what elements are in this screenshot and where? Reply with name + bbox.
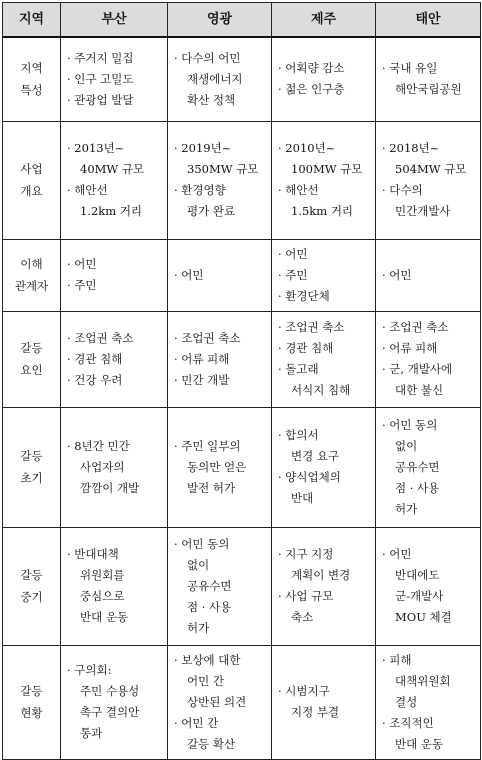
cell-line: 축소 — [291, 610, 314, 624]
cell-line: · 보상에 대한 — [174, 652, 241, 667]
cell-line: · 어민 — [174, 267, 204, 282]
cell-line: · 어획량 감소 — [278, 61, 345, 76]
cell-jeju — [272, 527, 376, 645]
cell-line: · 어류 피해 — [382, 341, 438, 355]
row-header-line: 현황 — [20, 706, 43, 720]
cell-line: · 구의회: — [67, 663, 112, 677]
table-row — [3, 239, 481, 311]
cell-line: · 피해 — [382, 652, 412, 667]
cell-jeju — [272, 645, 376, 759]
cell-yeonggwang — [168, 527, 272, 645]
cell-busan — [61, 37, 168, 121]
row-header — [3, 645, 61, 759]
cell-line: · 시범지구 — [278, 684, 330, 698]
cell-line: 1.2km 거리 — [80, 204, 143, 218]
cell-line: 허가 — [395, 501, 418, 516]
cell-taean — [376, 311, 481, 407]
cell-line: 상반된 의견 — [187, 694, 247, 709]
cell-line: MOU 체결 — [395, 610, 452, 624]
cell-line: · 2018년~ — [382, 141, 440, 155]
row-header-line: 요인 — [20, 363, 43, 377]
cell-line: · 조업권 축소 — [67, 330, 134, 345]
header-yeonggwang: 영광 — [168, 3, 272, 38]
cell-line: 위원회를 — [80, 568, 125, 582]
cell-line: · 환경영향 — [174, 183, 226, 197]
cell-line: 40MW 규모 — [80, 162, 145, 176]
cell-line: · 조업권 축소 — [278, 320, 345, 334]
row-header-line: 개요 — [20, 184, 43, 198]
cell-taean — [376, 527, 481, 645]
header-taean: 태안 — [376, 3, 481, 38]
cell-line: · 어민 동의 — [382, 417, 438, 432]
cell-taean — [376, 121, 481, 239]
row-header — [3, 407, 61, 527]
cell-jeju — [272, 121, 376, 239]
cell-line: · 젊은 인구층 — [278, 82, 345, 97]
cell-line: 통과 — [80, 726, 103, 740]
row-header-line: 갈등 — [20, 449, 43, 463]
cell-line: · 경관 침해 — [278, 341, 334, 355]
row-header-line: 지역 — [20, 61, 43, 76]
cell-taean — [376, 37, 481, 121]
cell-line: · 조직적인 — [382, 715, 434, 730]
cell-taean — [376, 645, 481, 759]
cell-line: · 해안선 — [278, 183, 319, 197]
cell-line: · 합의서 — [278, 428, 319, 442]
cell-line: 350MW 규모 — [187, 162, 259, 176]
cell-busan — [61, 121, 168, 239]
cell-jeju — [272, 407, 376, 527]
cell-line: · 인구 고밀도 — [67, 71, 134, 86]
table-row — [3, 37, 481, 121]
header-region: 지역 — [3, 3, 61, 38]
cell-line: 평가 완료 — [187, 204, 236, 218]
cell-line: · 어민 — [382, 267, 412, 282]
cell-yeonggwang — [168, 239, 272, 311]
cell-line: · 해안선 — [67, 183, 108, 197]
cell-line: 허가 — [187, 620, 210, 635]
cell-yeonggwang — [168, 121, 272, 239]
cell-line: · 어민 동의 — [174, 536, 230, 551]
table-row — [3, 311, 481, 407]
conflict-comparison-table — [2, 2, 481, 760]
row-header-line: 중기 — [20, 590, 43, 604]
cell-line: 점 · 사용 — [395, 480, 440, 495]
row-header-line: 사업 — [20, 162, 43, 176]
cell-line: 없이 — [395, 438, 418, 453]
row-header-line: 갈등 — [20, 341, 43, 355]
table-row — [3, 527, 481, 645]
cell-yeonggwang — [168, 37, 272, 121]
cell-line: 변경 요구 — [291, 449, 340, 463]
header-jeju: 제주 — [272, 3, 376, 38]
table-row — [3, 121, 481, 239]
cell-line: 재생에너지 — [187, 71, 243, 86]
cell-line: · 어민 — [382, 547, 412, 561]
cell-line: · 사업 규모 — [278, 589, 334, 603]
cell-jeju — [272, 37, 376, 121]
cell-line: · 어류 피해 — [174, 351, 230, 366]
cell-line: · 반대대책 — [67, 547, 119, 561]
cell-line: 깜깜이 개발 — [80, 480, 140, 495]
cell-line: 대책위원회 — [395, 673, 451, 688]
cell-line: 반대 운동 — [80, 610, 129, 624]
row-header-line: 특성 — [20, 83, 43, 98]
cell-line: 촉구 결의안 — [80, 705, 140, 719]
cell-busan — [61, 645, 168, 759]
cell-line: 중심으로 — [80, 589, 125, 603]
row-header — [3, 239, 61, 311]
row-header-line: 초기 — [20, 471, 43, 485]
cell-line: · 관광업 발달 — [67, 92, 134, 107]
cell-line: 주민 수용성 — [80, 684, 140, 698]
cell-line: 공유수면 — [395, 459, 440, 474]
cell-jeju — [272, 311, 376, 407]
cell-line: 없이 — [187, 557, 210, 572]
cell-line: 결성 — [395, 694, 418, 709]
cell-line: · 지구 지정 — [278, 547, 334, 561]
header-row — [3, 3, 481, 38]
cell-line: · 국내 유일 — [382, 61, 438, 76]
cell-line: 대한 불신 — [395, 383, 444, 397]
cell-line: 504MW 규모 — [395, 162, 467, 176]
cell-line: · 경관 침해 — [67, 351, 123, 366]
cell-line: · 주민 — [67, 278, 97, 292]
cell-line: · 군, 개발사에 — [382, 362, 453, 376]
table-row — [3, 645, 481, 759]
cell-line: 반대 운동 — [395, 736, 444, 751]
cell-line: · 주민 일부의 — [174, 438, 241, 453]
cell-line: · 2010년~ — [278, 141, 336, 155]
cell-line: 발전 허가 — [187, 480, 236, 495]
cell-line: · 돌고래 — [278, 362, 319, 376]
cell-line: 민간개발사 — [395, 204, 451, 218]
cell-taean — [376, 239, 481, 311]
cell-line: · 주거지 밀집 — [67, 50, 134, 65]
cell-line: 반대 — [291, 491, 314, 505]
cell-line: · 다수의 — [382, 183, 423, 197]
cell-line: · 민간 개발 — [174, 372, 230, 387]
cell-line: · 조업권 축소 — [382, 320, 449, 334]
cell-line: 군-개발사 — [395, 589, 444, 603]
cell-line: · 조업권 축소 — [174, 330, 241, 345]
cell-jeju — [272, 239, 376, 311]
cell-yeonggwang — [168, 407, 272, 527]
row-header-line: 갈등 — [20, 684, 43, 698]
row-header — [3, 37, 61, 121]
cell-line: · 건강 우려 — [67, 372, 123, 387]
header-busan: 부산 — [61, 3, 168, 38]
cell-line: · 다수의 어민 — [174, 50, 241, 65]
cell-line: 확산 정책 — [187, 92, 236, 107]
cell-line: · 환경단체 — [278, 288, 330, 303]
row-header — [3, 121, 61, 239]
row-header-line: 관계자 — [14, 279, 49, 293]
cell-busan — [61, 239, 168, 311]
cell-busan — [61, 407, 168, 527]
cell-line: · 8년간 민간 — [67, 438, 130, 453]
cell-line: 반대에도 — [395, 568, 440, 582]
cell-yeonggwang — [168, 311, 272, 407]
cell-line: 해안국립공원 — [395, 82, 462, 97]
cell-line: · 주민 — [278, 267, 308, 282]
row-header-line: 이해 — [20, 257, 43, 271]
cell-line: · 어민 — [67, 257, 97, 271]
cell-line: 100MW 규모 — [291, 162, 363, 176]
cell-busan — [61, 527, 168, 645]
cell-line: 점 · 사용 — [187, 599, 232, 614]
row-header — [3, 527, 61, 645]
cell-yeonggwang — [168, 645, 272, 759]
row-header-line: 갈등 — [20, 568, 43, 582]
row-header — [3, 311, 61, 407]
cell-line: 공유수면 — [187, 578, 232, 593]
cell-line: 계획이 변경 — [291, 568, 351, 582]
table-row — [3, 407, 481, 527]
cell-line: · 양식업체의 — [278, 470, 341, 484]
cell-line: 서식지 침해 — [291, 383, 351, 397]
cell-line: 지정 부결 — [291, 705, 340, 719]
cell-line: 갈등 확산 — [187, 736, 236, 751]
cell-taean — [376, 407, 481, 527]
cell-line: · 2019년~ — [174, 141, 232, 155]
cell-line: · 2013년~ — [67, 141, 125, 155]
cell-line: 사업자의 — [80, 459, 125, 474]
cell-line: · 어민 — [278, 246, 308, 261]
cell-line: · 어민 간 — [174, 715, 219, 730]
cell-line: 1.5km 거리 — [291, 204, 354, 218]
cell-line: 동의만 얻은 — [187, 459, 247, 474]
cell-line: 어민 간 — [187, 673, 224, 688]
cell-busan — [61, 311, 168, 407]
